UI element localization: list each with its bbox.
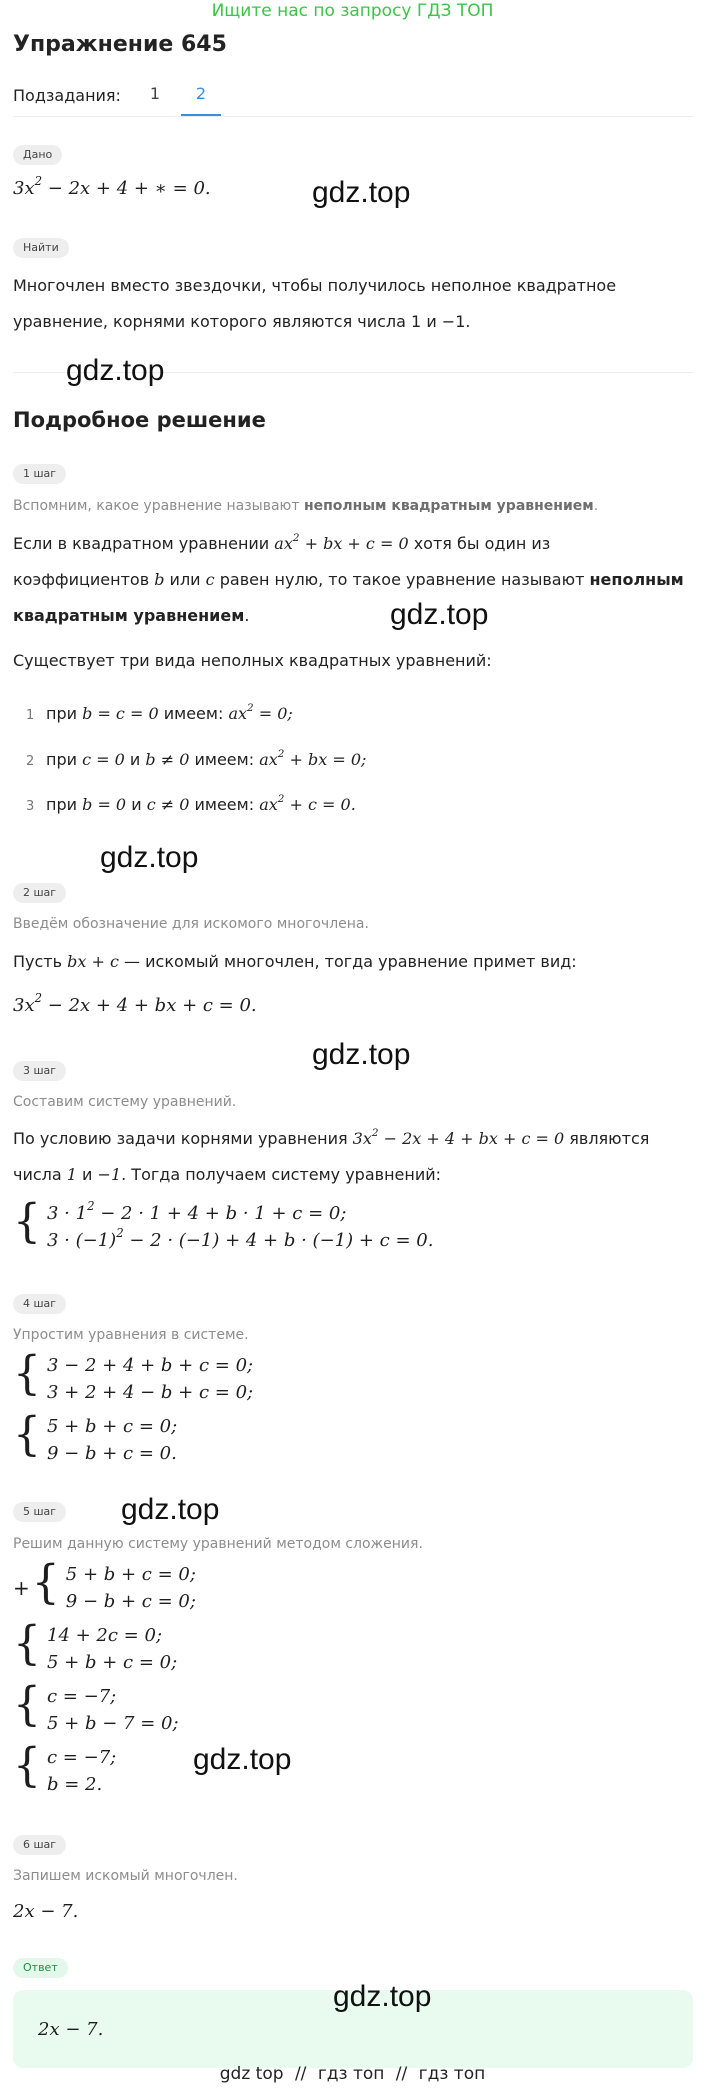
footer-link[interactable]: гдз топ [418,2064,486,2084]
system-line: 5 + b + c = 0; [65,1564,196,1585]
promo-banner[interactable]: Ищите нас по запросу ГДЗ ТОП [211,1,494,21]
step-1-line-2: коэффициентов b или c равен нулю, то такое уравнение называют неполным [13,570,684,589]
step-5-badge: 5 шаг [13,1502,66,1522]
system-line: 14 + 2c = 0; [47,1625,163,1646]
plus-sign: + [13,1576,30,1600]
step-5-note: Решим данную систему уравнений методом сложения. [13,1536,423,1552]
footer-links [0,2064,705,2084]
step-6-badge: 6 шаг [13,1835,66,1855]
given-badge: Дано [13,145,62,165]
step-3-system [13,1194,434,1254]
footer-link[interactable]: gdz top [219,2064,284,2084]
step-2-note: Введём обозначение для искомого многочлена. [13,916,369,932]
step-3-badge: 3 шаг [13,1061,66,1081]
watermark: gdz.top [390,598,489,631]
system-line: c = −7; [47,1686,117,1707]
footer-separator: // [395,2064,408,2084]
brace-icon: { [31,1555,60,1609]
step-1-badge: 1 шаг [13,464,66,484]
system-line: 5 + b + c = 0; [47,1416,178,1437]
find-text-line-2: уравнение, корнями которого являются числа 1 и −1. [13,312,471,331]
list-item-3: 3 при b = 0 и c ≠ 0 имеем: $ax^2 + c = 0$. [26,792,356,814]
watermark: gdz.top [193,1743,292,1776]
step-5-system-1 [13,1555,196,1615]
step-6-note: Запишем искомый многочлен. [13,1868,238,1884]
solution-title: Подробное решение [13,408,266,432]
given-expression: $3x^2 - 2x + 4$ + ∗ = 0. [13,174,211,199]
step-1-line-3: квадратным уравнением. [13,606,250,625]
system-line: 3 + 2 + 4 − b + c = 0; [47,1382,254,1403]
step-5-system-4 [13,1738,117,1798]
watermark: gdz.top [121,1493,220,1526]
step-3-line-1: По условию задачи корнями уравнения $3x^2 - 2x + 4$ + bx + c = 0 являются [13,1126,650,1148]
step-6-expression: 2x − 7. [13,1901,79,1922]
system-line: $3 \cdot (-1)^2 - 2 \cdot (-1) + 4 + b \cdot (-1) + c = 0$. [47,1226,434,1251]
answer-badge: Ответ [13,1958,68,1978]
step-3-line-2: числа 1 и −1. Тогда получаем систему уравнений: [13,1165,442,1184]
divider [13,116,693,117]
answer-expression: 2x − 7. [38,2019,104,2040]
step-1-line-1: Если в квадратном уравнении $ax^2$ + bx + c = 0 хотя бы один из [13,531,551,553]
brace-icon: { [13,1346,41,1400]
watermark: gdz.top [312,1038,411,1071]
brace-icon: { [13,1194,41,1248]
system-line: c = −7; [47,1747,117,1768]
step-4-badge: 4 шаг [13,1294,66,1314]
brace-icon: { [13,1407,41,1461]
subtasks-label: Подзадания: [13,86,121,105]
step-2-line: Пусть bx + c — искомый многочлен, тогда уравнение примет вид: [13,952,577,971]
list-item-1: 1 при b = c = 0 имеем: $ax^2 = 0$; [26,701,293,723]
step-3-note: Составим систему уравнений. [13,1094,237,1110]
step-5-system-2 [13,1616,178,1676]
find-badge: Найти [13,238,69,258]
system-line: 9 − b + c = 0; [65,1591,196,1612]
find-text-line-1: Многочлен вместо звездочки, чтобы получилось неполное квадратное [13,276,617,295]
page-title: Упражнение 645 [13,32,227,57]
subtask-tab-2[interactable]: 2 [195,84,207,103]
watermark: gdz.top [66,354,165,387]
footer-separator: // [294,2064,307,2084]
step-1-line-4: Существует три вида неполных квадратных уравнений: [13,651,492,670]
step-2-expression: $3x^2 - 2x + 4$ + bx + c = 0. [13,991,257,1016]
step-4-system-2 [13,1407,178,1467]
step-5-system-3 [13,1677,179,1737]
brace-icon: { [13,1616,41,1670]
system-line: 3 − 2 + 4 + b + c = 0; [47,1355,254,1376]
footer-link[interactable]: гдз топ [317,2064,385,2084]
system-line: b = 2. [47,1774,103,1795]
step-2-badge: 2 шаг [13,883,66,903]
step-4-system-1 [13,1346,254,1406]
brace-icon: { [13,1677,41,1731]
list-item-2: 2 при c = 0 и b ≠ 0 имеем: $ax^2$ + bx = 0; [26,747,367,769]
watermark: gdz.top [333,1980,432,2013]
step-4-note: Упростим уравнения в системе. [13,1327,249,1343]
watermark: gdz.top [312,176,411,209]
step-1-note: Вспомним, какое уравнение называют неполным квадратным уравнением. [13,498,599,514]
system-line: 5 + b − 7 = 0; [47,1713,179,1734]
system-line: 5 + b + c = 0; [47,1652,178,1673]
brace-icon: { [13,1738,41,1792]
system-line: $3 \cdot 1^2 - 2 \cdot 1 + 4 + b \cdot 1 + c = 0$; [47,1199,347,1224]
system-line: 9 − b + c = 0. [47,1443,177,1464]
subtask-tab-1[interactable]: 1 [149,84,161,103]
watermark: gdz.top [100,841,199,874]
